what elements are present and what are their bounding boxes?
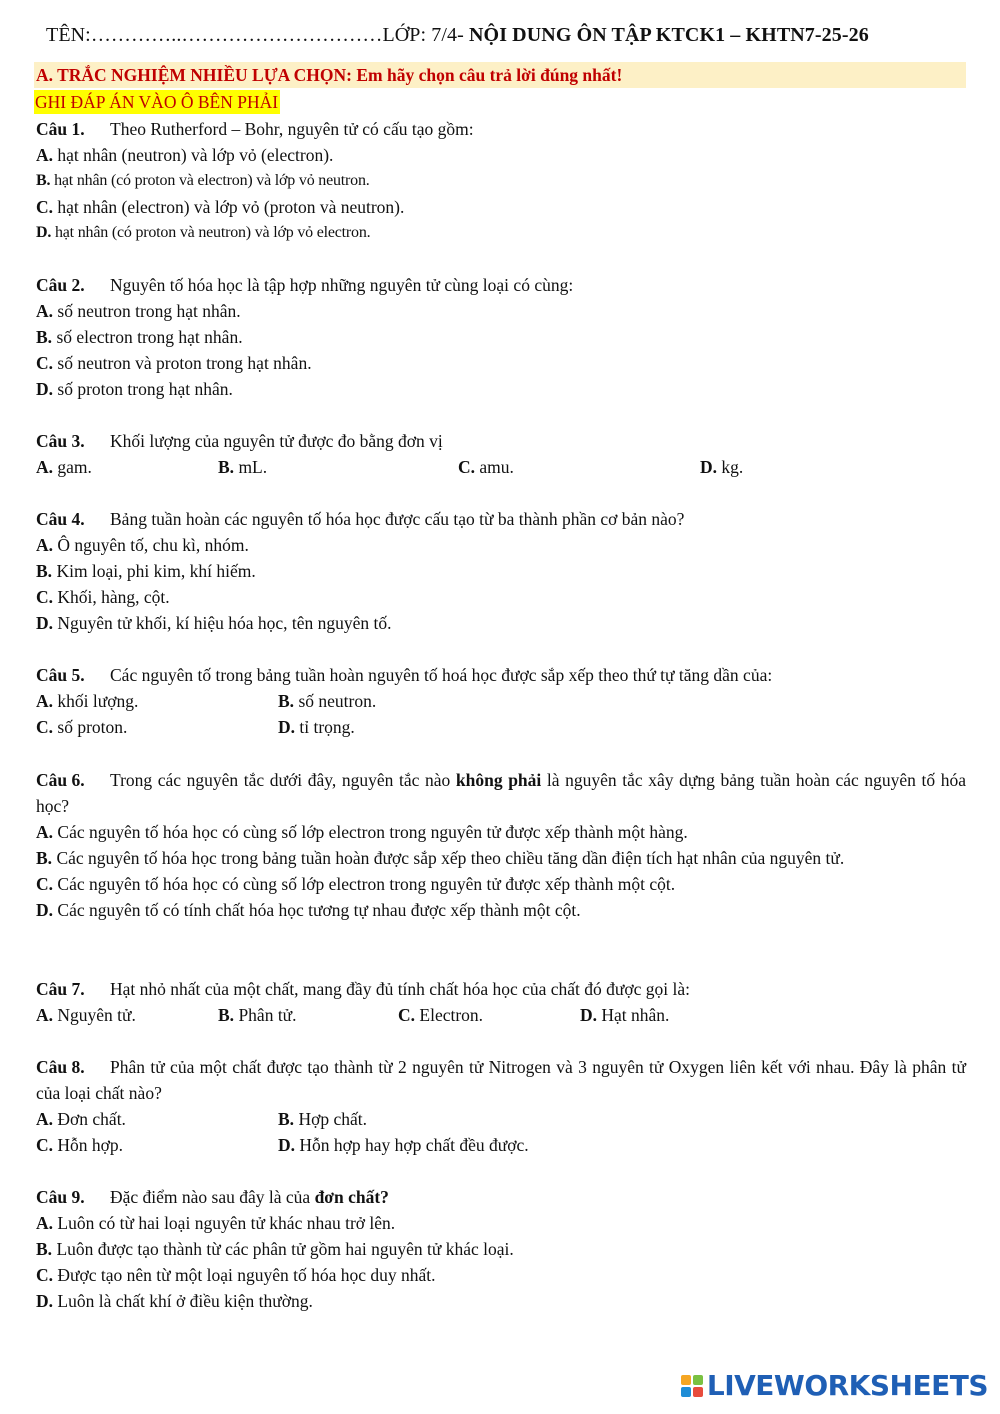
question-6 — [36, 767, 966, 923]
option-b[interactable]: B. Phân tử. — [218, 1005, 297, 1025]
logo-text: LIVEWORKSHEETS — [706, 1369, 988, 1402]
question-4 — [36, 506, 966, 636]
question-2 — [36, 272, 966, 402]
option-c[interactable]: C. Các nguyên tố hóa học có cùng số lớp electron trong nguyên tử được xếp thành một cột. — [36, 874, 676, 894]
option-d[interactable]: D. Hỗn hợp hay hợp chất đều được. — [278, 1135, 529, 1155]
question-text: Khối lượng của nguyên tử được đo bằng đơn vị — [110, 431, 443, 451]
question-7 — [36, 976, 966, 1028]
question-text: Nguyên tố hóa học là tập hợp những nguyên tử cùng loại có cùng: — [110, 275, 574, 295]
option-b[interactable]: B. số electron trong hạt nhân. — [36, 327, 243, 347]
question-text-pre: Đặc điểm nào sau đây là của — [110, 1187, 315, 1207]
question-text: Phân tử của một chất được tạo thành từ 2 nguyên tử Nitrogen và 3 nguyên tử Oxygen liên kết với nhau. Đây là phân tử của loại chất nào? — [36, 1057, 966, 1103]
question-text: Các nguyên tố trong bảng tuần hoàn nguyên tố hoá học được sắp xếp theo thứ tự tăng dần của: — [110, 665, 773, 685]
option-b[interactable]: B. Các nguyên tố hóa học trong bảng tuần hoàn được sắp xếp theo chiều tăng dần điện tích hạt nhân của nguyên tử. — [36, 848, 845, 868]
question-number: Câu 4. — [36, 509, 85, 529]
option-b[interactable]: B. mL. — [218, 457, 268, 477]
question-8 — [36, 1054, 966, 1158]
question-number: Câu 9. — [36, 1187, 85, 1207]
question-3 — [36, 428, 966, 480]
option-b[interactable]: B. hạt nhân (có proton và electron) và lớp vỏ neutron. — [36, 172, 370, 189]
option-b[interactable]: B. số neutron. — [278, 691, 377, 711]
question-5 — [36, 662, 966, 740]
question-number: Câu 5. — [36, 665, 85, 685]
question-number: Câu 8. — [36, 1057, 85, 1077]
question-text-emphasis: không phải — [455, 770, 542, 790]
question-text-post: là nguyên tắc xây dựng bảng tuần hoàn các nguyên tố hóa học? — [36, 770, 966, 816]
question-number: Câu 1. — [36, 119, 85, 139]
question-text-pre: Trong các nguyên tắc dưới đây, nguyên tắc nào — [110, 770, 456, 790]
option-c[interactable]: C. Electron. — [398, 1005, 484, 1025]
option-c[interactable]: C. Khối, hàng, cột. — [36, 587, 170, 607]
option-d[interactable]: D. Hạt nhân. — [580, 1005, 670, 1025]
option-a[interactable]: A. Luôn có từ hai loại nguyên tử khác nhau trở lên. — [36, 1213, 396, 1233]
name-line[interactable]: TÊN:…………..………………………… — [46, 24, 383, 46]
option-a[interactable]: A. hạt nhân (neutron) và lớp vỏ (electron). — [36, 145, 334, 165]
option-c[interactable]: C. hạt nhân (electron) và lớp vỏ (proton và neutron). — [36, 197, 405, 217]
section-title — [34, 62, 966, 88]
option-b[interactable]: B. Kim loại, phi kim, khí hiếm. — [36, 561, 256, 581]
question-text: Hạt nhỏ nhất của một chất, mang đầy đủ tính chất hóa học của chất đó được gọi là: — [110, 979, 691, 999]
question-text-emphasis: đơn chất? — [314, 1187, 389, 1207]
option-c[interactable]: C. số proton. — [36, 717, 128, 737]
option-c[interactable]: C. amu. — [458, 457, 514, 477]
option-b[interactable]: B. Hợp chất. — [278, 1109, 367, 1129]
class-label: LỚP: 7/4- — [382, 24, 469, 46]
question-1 — [36, 116, 966, 246]
option-c[interactable]: C. Được tạo nên từ một loại nguyên tố hóa học duy nhất. — [36, 1265, 436, 1285]
question-number: Câu 2. — [36, 275, 85, 295]
section-title-prefix: A. TRẮC NGHIỆM NHIỀU LỰA CHỌN: — [36, 65, 357, 85]
option-a[interactable]: A. Các nguyên tố hóa học có cùng số lớp electron trong nguyên tử được xếp thành một hàng. — [36, 822, 688, 842]
option-a[interactable]: A. Ô nguyên tố, chu kì, nhóm. — [36, 535, 249, 555]
logo-grid-icon — [681, 1375, 703, 1397]
question-9 — [36, 1184, 966, 1314]
option-a[interactable]: A. gam. — [36, 457, 92, 477]
option-d[interactable]: D. số proton trong hạt nhân. — [36, 379, 233, 399]
option-c[interactable]: C. Hỗn hợp. — [36, 1135, 124, 1155]
liveworksheets-logo[interactable] — [681, 1369, 988, 1402]
question-number: Câu 3. — [36, 431, 85, 451]
option-d[interactable]: D. hạt nhân (có proton và neutron) và lớp vỏ electron. — [36, 224, 371, 241]
option-b[interactable]: B. Luôn được tạo thành từ các phân tử gồm hai nguyên tử khác loại. — [36, 1239, 514, 1259]
question-number: Câu 6. — [36, 770, 85, 790]
option-a[interactable]: A. khối lượng. — [36, 691, 139, 711]
answer-note: GHI ĐÁP ÁN VÀO Ô BÊN PHẢI — [35, 92, 279, 112]
option-d[interactable]: D. kg. — [700, 457, 744, 477]
page-title: NỘI DUNG ÔN TẬP KTCK1 – KHTN7-25-26 — [469, 24, 869, 46]
option-d[interactable]: D. Các nguyên tố có tính chất hóa học tương tự nhau được xếp thành một cột. — [36, 900, 581, 920]
option-a[interactable]: A. số neutron trong hạt nhân. — [36, 301, 241, 321]
section-instruction: Em hãy chọn câu trả lời đúng nhất! — [356, 65, 623, 85]
question-text: Theo Rutherford – Bohr, nguyên tử có cấu tạo gồm: — [110, 119, 474, 139]
option-d[interactable]: D. Nguyên tử khối, kí hiệu hóa học, tên nguyên tố. — [36, 613, 392, 633]
option-c[interactable]: C. số neutron và proton trong hạt nhân. — [36, 353, 312, 373]
option-a[interactable]: A. Nguyên tử. — [36, 1005, 136, 1025]
question-text: Bảng tuần hoàn các nguyên tố hóa học được cấu tạo từ ba thành phần cơ bản nào? — [110, 509, 685, 529]
option-a[interactable]: A. Đơn chất. — [36, 1109, 126, 1129]
option-d[interactable]: D. tỉ trọng. — [278, 717, 355, 737]
option-d[interactable]: D. Luôn là chất khí ở điều kiện thường. — [36, 1291, 313, 1311]
question-number: Câu 7. — [36, 979, 85, 999]
page-header — [46, 24, 869, 47]
